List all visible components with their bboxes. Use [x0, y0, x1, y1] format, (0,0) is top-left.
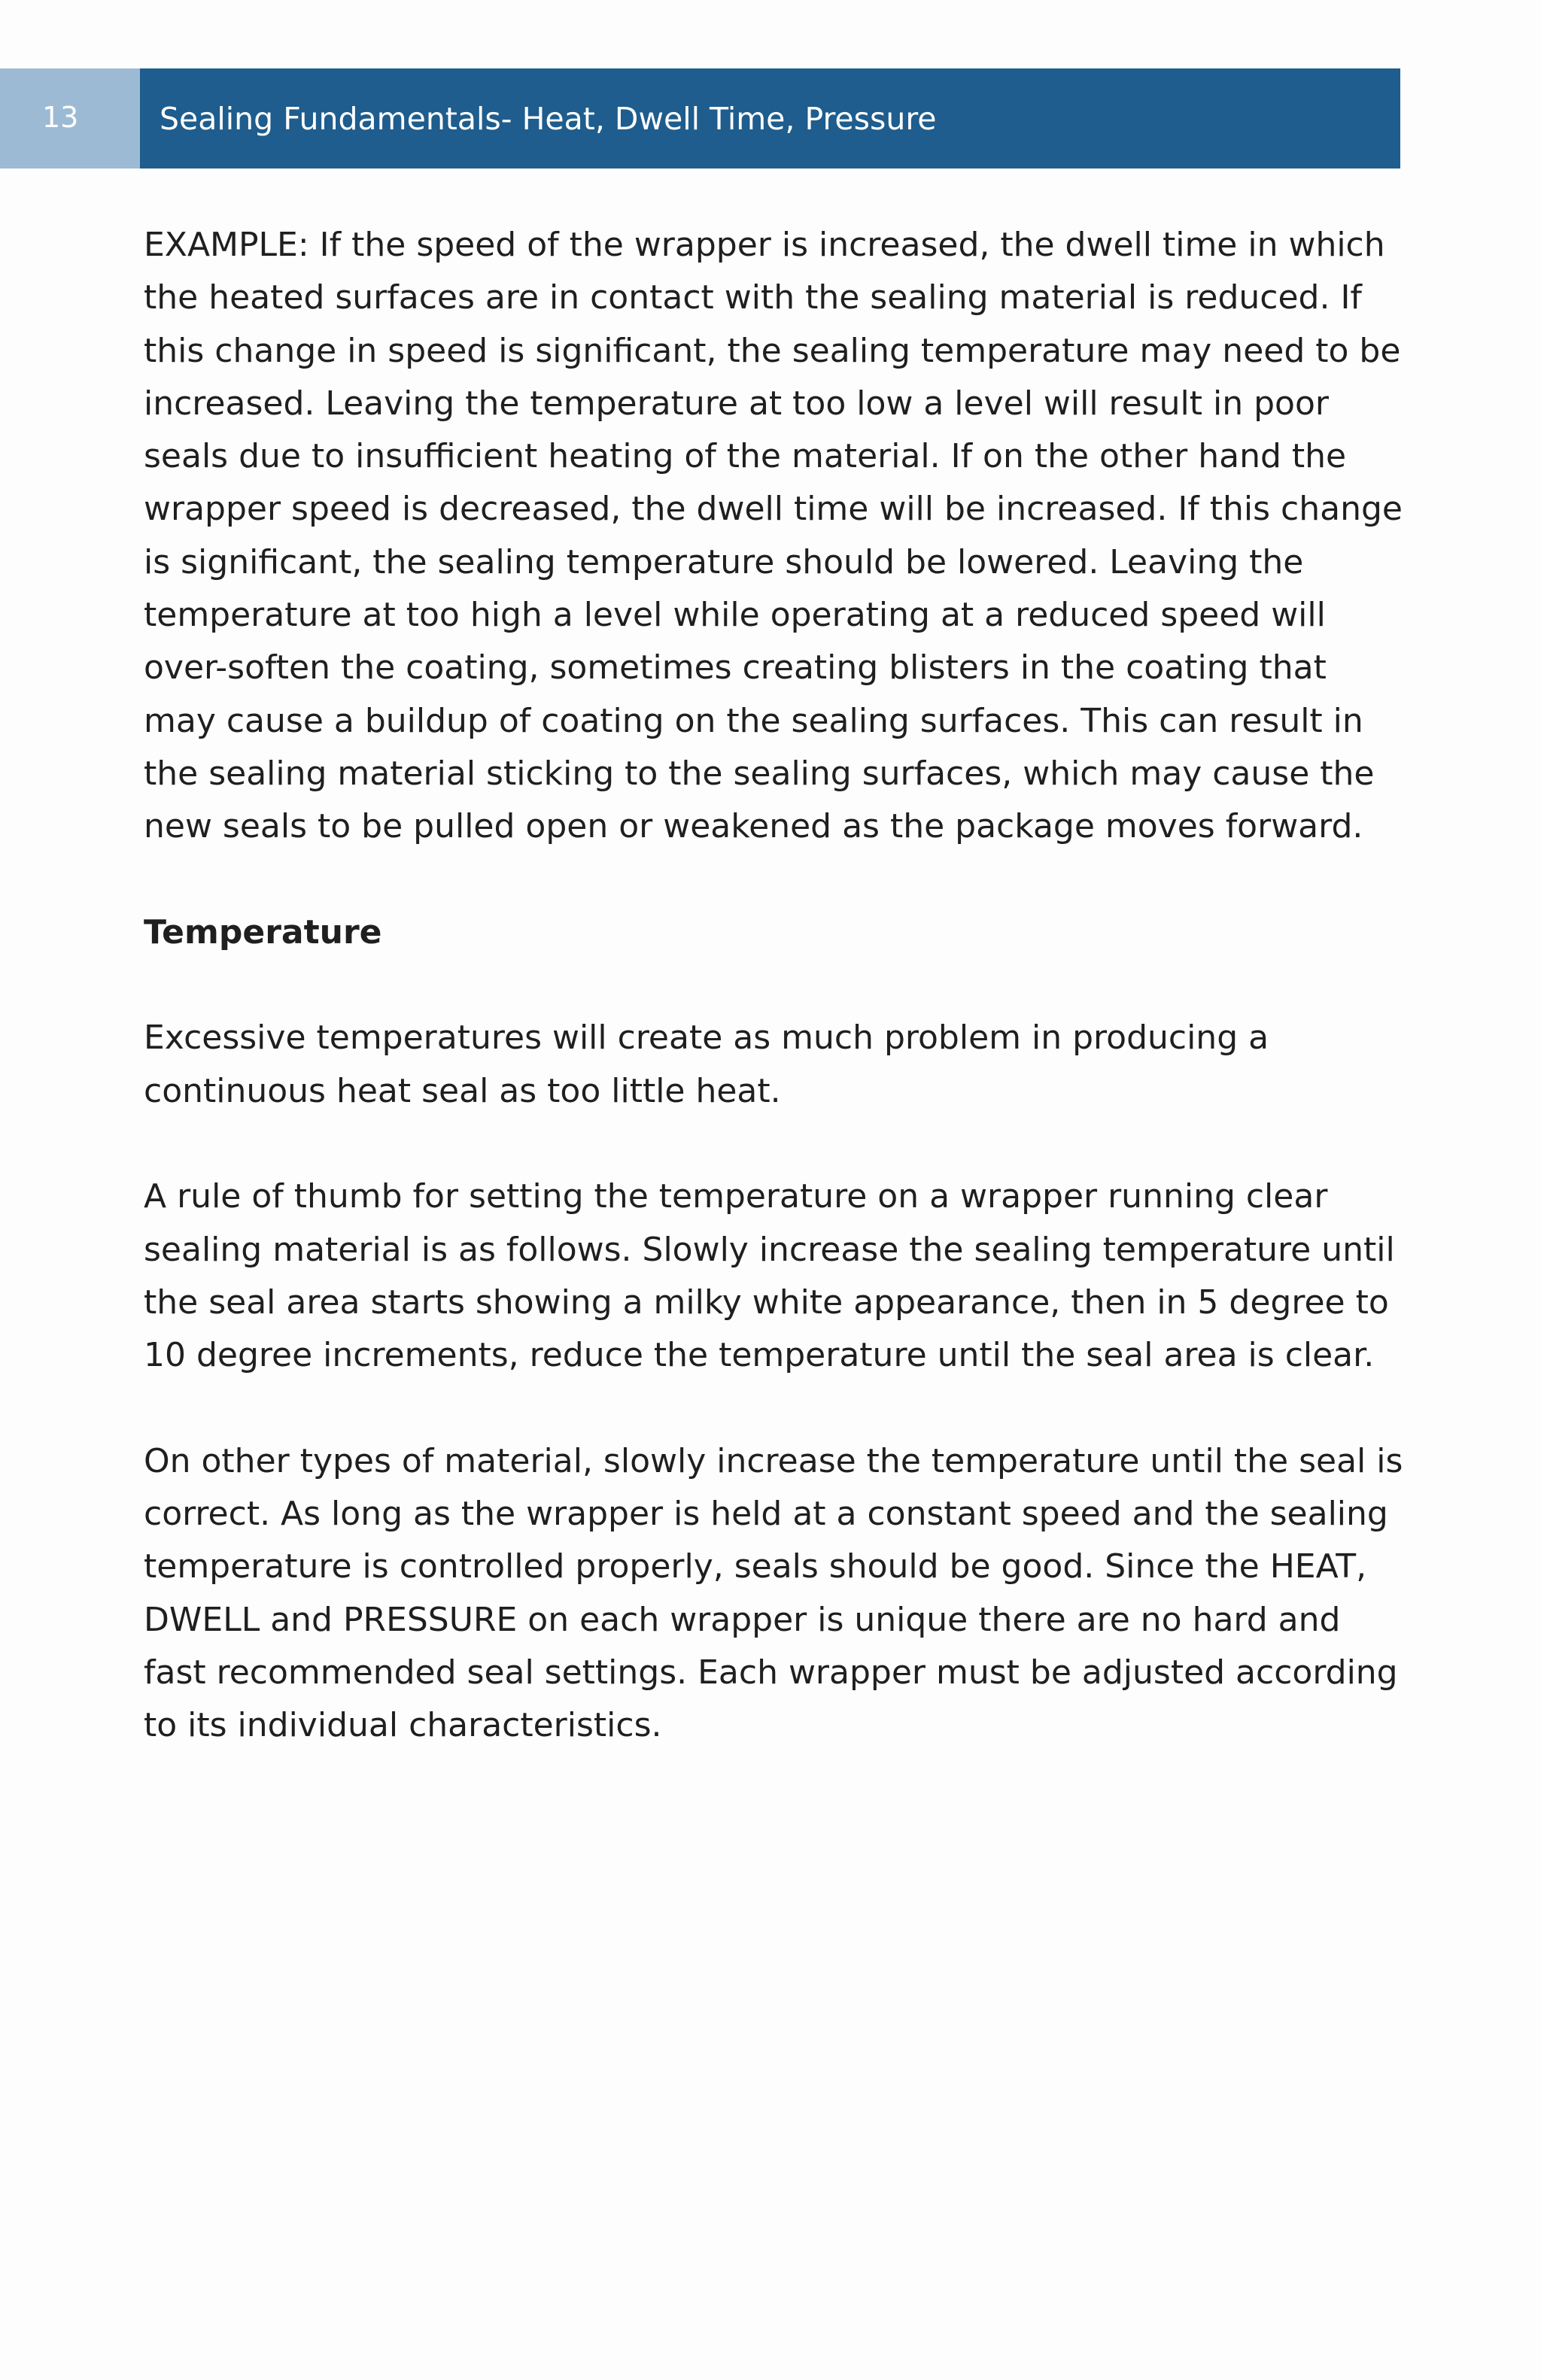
page-number: 13 — [0, 68, 140, 168]
body-content — [144, 219, 1408, 1805]
page-header — [0, 68, 1400, 168]
header-title: Sealing Fundamentals- Heat, Dwell Time, Pressure — [140, 68, 1400, 168]
example-paragraph: EXAMPLE: If the speed of the wrapper is increased, the dwell time in which the heated surfaces are in contact with the sealing material is reduced. If this change in speed is significant, the sealing temperature may need to be increased. Leaving the temperature at too low a level will result in poor seals due to insufficient heating of the material. If on the other hand the wrapper speed is decreased, the dwell time will be increased. If this change is significant, the sealing temperature should be lowered. Leaving the temperature at too high a level while operating at a reduced speed will over-soften the coating, sometimes creating blisters in the coating that may cause a buildup of coating on the sealing surfaces. This can result in the sealing material sticking to the sealing surfaces, which may cause the new seals to be pulled open or weakened as the package moves forward. — [144, 226, 1403, 846]
temperature-paragraph-3: On other types of material, slowly increase the temperature until the seal is correct. As long as the wrapper is held at a constant speed and the sealing temperature is controlled properly, seals should be good. Since the HEAT, DWELL and PRESSURE on each wrapper is unique there are no hard and fast recommended seal settings. Each wrapper must be adjusted according to its individual characteristics. — [144, 1441, 1403, 1745]
section-heading-temperature: Temperature — [144, 912, 382, 952]
temperature-paragraph-2: A rule of thumb for setting the temperature on a wrapper running clear sealing material is as follows. Slowly increase the sealing temperature until the seal area starts showing a milky white appearance, then in 5 degree to 10 degree increments, reduce the temperature until the seal area is clear. — [144, 1177, 1395, 1375]
temperature-paragraph-1: Excessive temperatures will create as much problem in producing a continuous heat seal as too little heat. — [144, 1018, 1269, 1110]
